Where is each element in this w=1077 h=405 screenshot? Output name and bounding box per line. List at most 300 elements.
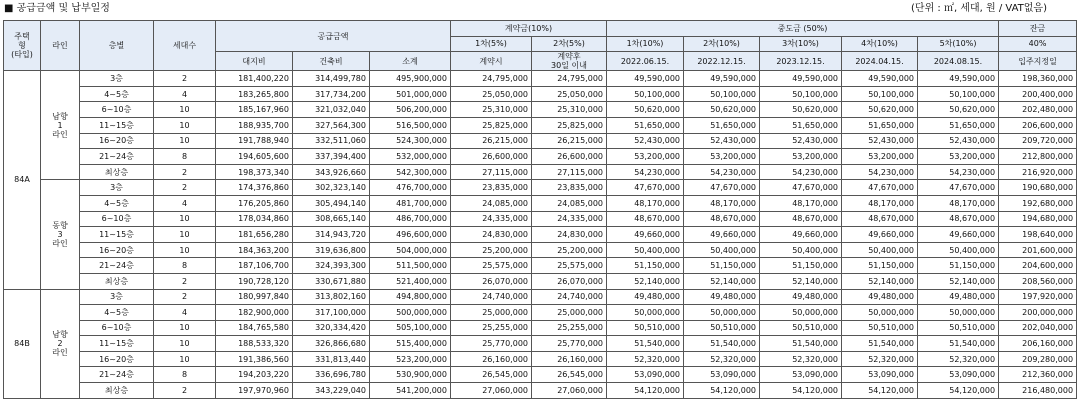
balance-cell: 209,720,000 [999,133,1077,149]
units-cell: 4 [154,86,216,102]
header-floor: 층별 [80,21,154,71]
subtotal-cell: 532,000,000 [370,149,451,165]
header-subtotal: 소계 [370,52,451,71]
units-cell: 10 [154,211,216,227]
table-row [4,133,1077,149]
m5-cell: 52,430,000 [918,133,999,149]
floor-cell: 16~20층 [80,351,154,367]
header-middle-4-date: 2024.04.15. [842,52,918,71]
table-row [4,367,1077,383]
header-units: 세대수 [154,21,216,71]
header-middle-5-date: 2024.08.15. [918,52,999,71]
m1-cell: 53,090,000 [607,367,684,383]
floor-cell: 11~15층 [80,336,154,352]
m4-cell: 50,000,000 [842,305,918,321]
subtotal-cell: 542,300,000 [370,164,451,180]
floor-cell: 최상층 [80,273,154,289]
m5-cell: 49,480,000 [918,289,999,305]
land-cell: 194,605,600 [216,149,293,165]
building-cell: 337,394,400 [293,149,370,165]
building-cell: 343,229,040 [293,383,370,399]
m4-cell: 51,540,000 [842,336,918,352]
m2-cell: 48,170,000 [684,195,760,211]
line-cell-text: 3 [57,229,63,239]
units-cell: 2 [154,289,216,305]
header-middle-1-date: 2022.06.15. [607,52,684,71]
c1-cell: 25,000,000 [451,305,532,321]
units-cell: 10 [154,351,216,367]
m2-cell: 50,000,000 [684,305,760,321]
building-cell: 314,943,720 [293,227,370,243]
m4-cell: 50,400,000 [842,242,918,258]
building-cell: 336,696,780 [293,367,370,383]
line-cell-text: 라인 [52,348,68,358]
line-cell-text: 동향 [52,220,68,230]
land-cell: 191,386,560 [216,351,293,367]
page-title: ■ 공급금액 및 납부일정 [4,3,110,14]
land-cell: 183,265,800 [216,86,293,102]
c1-cell: 25,050,000 [451,86,532,102]
subtotal-cell: 506,200,000 [370,102,451,118]
c2-cell: 25,050,000 [532,86,607,102]
m4-cell: 51,150,000 [842,258,918,274]
line-cell-text: 남향 [52,111,68,121]
subtotal-cell: 496,600,000 [370,227,451,243]
m1-cell: 54,230,000 [607,164,684,180]
m1-cell: 49,660,000 [607,227,684,243]
land-cell: 188,533,320 [216,336,293,352]
floor-cell: 최상층 [80,383,154,399]
m4-cell: 49,590,000 [842,71,918,87]
m2-cell: 54,120,000 [684,383,760,399]
m4-cell: 48,170,000 [842,195,918,211]
line-cell [41,289,80,398]
building-cell: 317,734,200 [293,86,370,102]
m2-cell: 52,140,000 [684,273,760,289]
m2-cell: 49,590,000 [684,71,760,87]
c1-cell: 25,200,000 [451,242,532,258]
c2-cell: 24,830,000 [532,227,607,243]
m1-cell: 49,480,000 [607,289,684,305]
supply-price-table [3,20,1077,399]
table-body [4,71,1077,398]
units-cell: 8 [154,149,216,165]
table-row [4,71,1077,87]
table-row [4,211,1077,227]
subtotal-cell: 523,200,000 [370,351,451,367]
balance-cell: 190,680,000 [999,180,1077,196]
subtotal-cell: 541,200,000 [370,383,451,399]
c2-cell: 26,600,000 [532,149,607,165]
header-type-line-1: 주택 [14,32,30,42]
land-cell: 194,203,220 [216,367,293,383]
m2-cell: 49,660,000 [684,227,760,243]
units-cell: 10 [154,133,216,149]
m3-cell: 49,660,000 [760,227,842,243]
floor-cell: 21~24층 [80,149,154,165]
header-middle-2: 2차(10%) [684,36,760,52]
subtotal-cell: 516,500,000 [370,117,451,133]
m3-cell: 50,400,000 [760,242,842,258]
m5-cell: 51,650,000 [918,117,999,133]
c2-cell: 24,795,000 [532,71,607,87]
m1-cell: 53,200,000 [607,149,684,165]
balance-cell: 212,360,000 [999,367,1077,383]
table-row [4,117,1077,133]
c2-cell: 25,575,000 [532,258,607,274]
m1-cell: 51,150,000 [607,258,684,274]
subtotal-cell: 500,000,000 [370,305,451,321]
building-cell: 330,671,880 [293,273,370,289]
balance-cell: 201,600,000 [999,242,1077,258]
c2-cell: 26,160,000 [532,351,607,367]
building-cell: 327,564,300 [293,117,370,133]
m1-cell: 51,540,000 [607,336,684,352]
c2-cell: 26,215,000 [532,133,607,149]
balance-cell: 197,920,000 [999,289,1077,305]
table-row [4,273,1077,289]
m5-cell: 49,660,000 [918,227,999,243]
land-cell: 180,997,840 [216,289,293,305]
m2-cell: 51,650,000 [684,117,760,133]
units-cell: 10 [154,320,216,336]
table-row [4,320,1077,336]
building-cell: 317,100,000 [293,305,370,321]
table-row [4,149,1077,165]
subtotal-cell: 504,000,000 [370,242,451,258]
header-balance-date: 입주지정일 [999,52,1077,71]
floor-cell: 4~5층 [80,86,154,102]
floor-cell: 11~15층 [80,227,154,243]
c2-cell: 24,085,000 [532,195,607,211]
c1-cell: 25,575,000 [451,258,532,274]
m5-cell: 53,200,000 [918,149,999,165]
m2-cell: 49,480,000 [684,289,760,305]
m5-cell: 49,590,000 [918,71,999,87]
land-cell: 187,106,700 [216,258,293,274]
m2-cell: 51,150,000 [684,258,760,274]
balance-cell: 208,560,000 [999,273,1077,289]
floor-cell: 6~10층 [80,102,154,118]
land-cell: 191,788,940 [216,133,293,149]
table-row [4,242,1077,258]
land-cell: 178,034,860 [216,211,293,227]
m5-cell: 48,170,000 [918,195,999,211]
table-row [4,164,1077,180]
header-contract-2: 2차(5%) [532,36,607,52]
subtotal-cell: 524,300,000 [370,133,451,149]
m4-cell: 51,650,000 [842,117,918,133]
header-middle-4: 4차(10%) [842,36,918,52]
m4-cell: 53,200,000 [842,149,918,165]
m3-cell: 50,620,000 [760,102,842,118]
balance-cell: 202,040,000 [999,320,1077,336]
subtotal-cell: 486,700,000 [370,211,451,227]
building-cell: 326,866,680 [293,336,370,352]
m3-cell: 54,120,000 [760,383,842,399]
header-supply: 공급금액 [216,21,451,52]
header-contract-1: 1차(5%) [451,36,532,52]
c2-cell: 25,200,000 [532,242,607,258]
balance-cell: 198,360,000 [999,71,1077,87]
subtotal-cell: 511,500,000 [370,258,451,274]
units-cell: 4 [154,305,216,321]
balance-cell: 194,680,000 [999,211,1077,227]
balance-cell: 200,000,000 [999,305,1077,321]
c1-cell: 24,795,000 [451,71,532,87]
floor-cell: 3층 [80,180,154,196]
table-row [4,336,1077,352]
m2-cell: 54,230,000 [684,164,760,180]
floor-cell: 21~24층 [80,258,154,274]
building-cell: 319,636,800 [293,242,370,258]
m3-cell: 50,100,000 [760,86,842,102]
floor-cell: 21~24층 [80,367,154,383]
land-cell: 181,656,280 [216,227,293,243]
m1-cell: 50,400,000 [607,242,684,258]
units-cell: 2 [154,71,216,87]
line-cell-text: 라인 [52,238,68,248]
header-contract-2-date-line-1: 계약후 [557,52,581,62]
m3-cell: 50,000,000 [760,305,842,321]
c1-cell: 25,770,000 [451,336,532,352]
c2-cell: 25,825,000 [532,117,607,133]
m3-cell: 50,510,000 [760,320,842,336]
header-type-line-2: 형 [18,41,26,51]
c1-cell: 25,255,000 [451,320,532,336]
m4-cell: 52,140,000 [842,273,918,289]
c1-cell: 25,310,000 [451,102,532,118]
units-cell: 8 [154,367,216,383]
floor-cell: 6~10층 [80,320,154,336]
m1-cell: 52,320,000 [607,351,684,367]
c1-cell: 26,545,000 [451,367,532,383]
header-type-line-3: (타입) [11,50,33,60]
header-row-1 [4,21,1077,37]
m5-cell: 47,670,000 [918,180,999,196]
subtotal-cell: 495,900,000 [370,71,451,87]
table-row [4,180,1077,196]
subtotal-cell: 515,400,000 [370,336,451,352]
header-middle: 중도금 (50%) [607,21,999,37]
m1-cell: 50,620,000 [607,102,684,118]
building-cell: 320,334,420 [293,320,370,336]
type-cell: 84B [4,289,41,398]
c2-cell: 27,115,000 [532,164,607,180]
m5-cell: 50,000,000 [918,305,999,321]
building-cell: 343,926,660 [293,164,370,180]
m3-cell: 52,320,000 [760,351,842,367]
c1-cell: 24,335,000 [451,211,532,227]
m3-cell: 48,670,000 [760,211,842,227]
c1-cell: 27,060,000 [451,383,532,399]
units-cell: 2 [154,273,216,289]
table-row [4,305,1077,321]
m1-cell: 48,170,000 [607,195,684,211]
land-cell: 176,205,860 [216,195,293,211]
line-cell [41,180,80,289]
subtotal-cell: 494,800,000 [370,289,451,305]
c2-cell: 26,545,000 [532,367,607,383]
m1-cell: 52,430,000 [607,133,684,149]
m2-cell: 53,200,000 [684,149,760,165]
c2-cell: 25,310,000 [532,102,607,118]
m1-cell: 50,100,000 [607,86,684,102]
m1-cell: 51,650,000 [607,117,684,133]
table-row [4,351,1077,367]
subtotal-cell: 501,000,000 [370,86,451,102]
m4-cell: 54,230,000 [842,164,918,180]
c2-cell: 23,835,000 [532,180,607,196]
c2-cell: 26,070,000 [532,273,607,289]
subtotal-cell: 530,900,000 [370,367,451,383]
m5-cell: 50,510,000 [918,320,999,336]
units-cell: 10 [154,102,216,118]
table-row [4,289,1077,305]
m2-cell: 47,670,000 [684,180,760,196]
floor-cell: 16~20층 [80,133,154,149]
land-cell: 188,935,700 [216,117,293,133]
units-cell: 10 [154,336,216,352]
c1-cell: 23,835,000 [451,180,532,196]
table-header [4,21,1077,71]
building-cell: 305,494,140 [293,195,370,211]
m1-cell: 52,140,000 [607,273,684,289]
units-cell: 2 [154,383,216,399]
balance-cell: 212,800,000 [999,149,1077,165]
c2-cell: 24,335,000 [532,211,607,227]
floor-cell: 3층 [80,289,154,305]
header-middle-5: 5차(10%) [918,36,999,52]
m5-cell: 48,670,000 [918,211,999,227]
m4-cell: 50,510,000 [842,320,918,336]
m4-cell: 50,100,000 [842,86,918,102]
m2-cell: 50,620,000 [684,102,760,118]
line-cell-text: 남향 [52,330,68,340]
c1-cell: 24,740,000 [451,289,532,305]
m2-cell: 48,670,000 [684,211,760,227]
m4-cell: 48,670,000 [842,211,918,227]
line-cell-text: 1 [57,120,63,130]
m1-cell: 50,000,000 [607,305,684,321]
line-cell-text: 2 [57,339,63,349]
m3-cell: 52,140,000 [760,273,842,289]
subtotal-cell: 481,700,000 [370,195,451,211]
land-cell: 184,363,200 [216,242,293,258]
m5-cell: 50,620,000 [918,102,999,118]
balance-cell: 192,680,000 [999,195,1077,211]
building-cell: 332,511,060 [293,133,370,149]
c1-cell: 26,160,000 [451,351,532,367]
header-contract-2-date-line-2: 30일 이내 [551,61,587,71]
building-cell: 302,323,140 [293,180,370,196]
land-cell: 198,373,340 [216,164,293,180]
m2-cell: 50,510,000 [684,320,760,336]
header-contract: 계약금(10%) [451,21,607,37]
m1-cell: 49,590,000 [607,71,684,87]
balance-cell: 206,160,000 [999,336,1077,352]
m4-cell: 54,120,000 [842,383,918,399]
m4-cell: 52,320,000 [842,351,918,367]
c2-cell: 27,060,000 [532,383,607,399]
table-row [4,195,1077,211]
c2-cell: 25,000,000 [532,305,607,321]
land-cell: 184,765,580 [216,320,293,336]
m3-cell: 48,170,000 [760,195,842,211]
unit-note: (단위 : ㎡, 세대, 원 / VAT없음) [911,3,1047,14]
c1-cell: 24,830,000 [451,227,532,243]
floor-cell: 6~10층 [80,211,154,227]
m3-cell: 51,650,000 [760,117,842,133]
balance-cell: 209,280,000 [999,351,1077,367]
m1-cell: 48,670,000 [607,211,684,227]
m4-cell: 52,430,000 [842,133,918,149]
m1-cell: 47,670,000 [607,180,684,196]
units-cell: 4 [154,195,216,211]
header-contract-1-date: 계약시 [451,52,532,71]
title-bar [0,0,1055,18]
floor-cell: 최상층 [80,164,154,180]
building-cell: 321,032,040 [293,102,370,118]
balance-cell: 206,600,000 [999,117,1077,133]
m5-cell: 52,140,000 [918,273,999,289]
m2-cell: 53,090,000 [684,367,760,383]
m2-cell: 52,320,000 [684,351,760,367]
header-line: 라인 [41,21,80,71]
line-cell-text: 라인 [52,129,68,139]
m3-cell: 53,200,000 [760,149,842,165]
units-cell: 10 [154,242,216,258]
floor-cell: 16~20층 [80,242,154,258]
m5-cell: 54,120,000 [918,383,999,399]
floor-cell: 4~5층 [80,195,154,211]
m3-cell: 47,670,000 [760,180,842,196]
c2-cell: 25,770,000 [532,336,607,352]
header-balance: 잔금 [999,21,1077,37]
c2-cell: 24,740,000 [532,289,607,305]
header-building: 건축비 [293,52,370,71]
balance-cell: 198,640,000 [999,227,1077,243]
m4-cell: 50,620,000 [842,102,918,118]
units-cell: 10 [154,227,216,243]
floor-cell: 4~5층 [80,305,154,321]
header-middle-3-date: 2023.12.15. [760,52,842,71]
land-cell: 185,167,960 [216,102,293,118]
m3-cell: 53,090,000 [760,367,842,383]
header-contract-2-date [532,52,607,71]
subtotal-cell: 505,100,000 [370,320,451,336]
m4-cell: 49,480,000 [842,289,918,305]
m5-cell: 51,540,000 [918,336,999,352]
units-cell: 2 [154,164,216,180]
c1-cell: 27,115,000 [451,164,532,180]
land-cell: 182,900,000 [216,305,293,321]
c2-cell: 25,255,000 [532,320,607,336]
m2-cell: 50,400,000 [684,242,760,258]
floor-cell: 3층 [80,71,154,87]
c1-cell: 26,600,000 [451,149,532,165]
m3-cell: 52,430,000 [760,133,842,149]
header-middle-1: 1차(10%) [607,36,684,52]
m5-cell: 50,400,000 [918,242,999,258]
balance-cell: 216,480,000 [999,383,1077,399]
table-row [4,258,1077,274]
subtotal-cell: 476,700,000 [370,180,451,196]
table-row [4,102,1077,118]
building-cell: 308,665,140 [293,211,370,227]
m4-cell: 53,090,000 [842,367,918,383]
m1-cell: 54,120,000 [607,383,684,399]
